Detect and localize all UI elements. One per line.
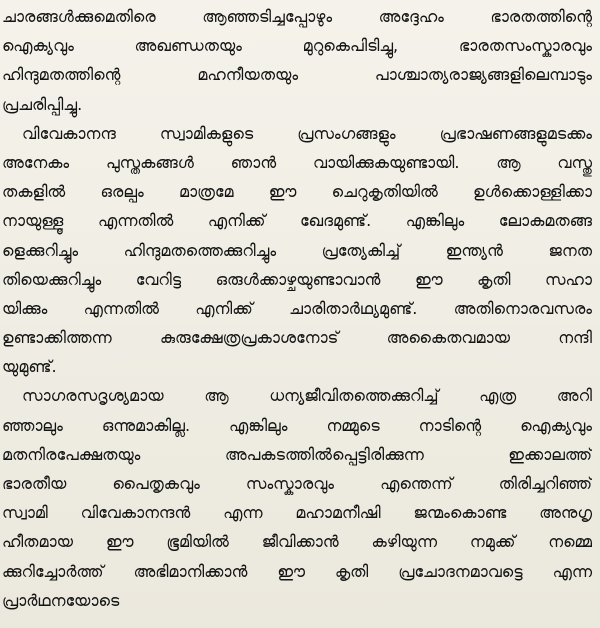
- text-line: പ്രാർഥനയോടെ: [2, 590, 120, 610]
- text-line: മതനിരപേക്ഷതയും അപകടത്തിൽപ്പെട്ടിരിക്കുന്ന ഇക്കാലത്ത്: [2, 444, 592, 464]
- text-line: ളെക്കുറിച്ചും ഹിന്ദുമതത്തെക്കുറിച്ചും പ്രത്യേകിച്ച് ഇന്ത്യൻ ജനത: [2, 240, 592, 260]
- text-line: സാഗരസദൃശ്യമായ ആ ധന്യജീവിതത്തെക്കുറിച്ച് എത്ര അറി: [22, 386, 592, 406]
- paragraph-3: [2, 381, 592, 615]
- text-line: യിക്കും എന്നതിൽ എനിക്ക് ചാരിതാർഥ്യമുണ്ട്. അതിനൊരവസരം: [2, 298, 592, 318]
- body-text: [2, 2, 592, 615]
- text-line: ചാരങ്ങൾക്കുമെതിരെ ആഞ്ഞടിച്ചപ്പോഴും അദ്ദേഹം ഭാരതത്തിന്റെ: [2, 7, 592, 26]
- text-line: ഞ്ഞാലും ഒന്നുമാകില്ല. എങ്കിലും നമ്മുടെ നാടിന്റെ ഐക്യവും: [2, 415, 592, 435]
- text-line: ഭാരതീയ പൈതൃകവും സംസ്കാരവും എന്തെന്ന് തിരിച്ചറിഞ്ഞ്: [2, 474, 592, 493]
- text-line: ഹിന്ദുമതത്തിന്റെ മഹനീയതയും പാശ്ചാത്യരാജ്യങ്ങളിലെമ്പാടും: [2, 65, 592, 85]
- text-line: യുമുണ്ട്.: [2, 357, 57, 377]
- text-line: അനേകം പുസ്തകങ്ങൾ ഞാൻ വായിക്കുകയുണ്ടായി. ആ വസ്തു: [2, 152, 592, 172]
- text-line: തിയെക്കുറിച്ചും വേറിട്ട ഒരുൾക്കാഴ്ചയുണ്ടാവാൻ ഈ കൃതി സഹാ: [2, 269, 592, 289]
- text-line: പ്രചരിപ്പിച്ചു.: [2, 94, 83, 114]
- text-line: ഐക്യവും അഖണ്ഡതയും മുറുകെപിടിച്ചു, ഭാരതസംസ്കാരവും: [2, 36, 592, 56]
- text-line: തകളിൽ ഒരല്പം മാത്രമേ ഈ ചെറുകൃതിയിൽ ഉൾക്കൊള്ളിക്കാ: [2, 182, 592, 202]
- paragraph-2: [2, 119, 592, 382]
- text-line: ക്കുറിച്ചോർത്ത് അഭിമാനിക്കാൻ ഈ കൃതി പ്രചോദനമാവട്ടെ എന്ന: [2, 561, 592, 581]
- paragraph-1: [2, 2, 592, 119]
- text-line: നായുള്ളൂ എന്നതിൽ എനിക്ക് ഖേദമുണ്ട്. എങ്കിലും ലോകമതങ്ങ: [2, 211, 592, 231]
- text-line: ഹീതമായ ഈ ഭൂമിയിൽ ജീവിക്കാൻ കഴിയുന്ന നമുക്ക് നമ്മെ: [2, 532, 592, 552]
- text-line: സ്വാമി വിവേകാനന്ദൻ എന്ന മഹാമനീഷി ജന്മംകൊണ്ട അനുഗൃ: [2, 503, 592, 523]
- text-line: വിവേകാനന്ദ സ്വാമികളുടെ പ്രസംഗങ്ങളും പ്രഭാഷണങ്ങളുമടക്കം: [22, 123, 592, 143]
- text-line: ഉണ്ടാക്കിത്തന്ന കുരുക്ഷേത്രപ്രകാശനോട് അകൈതവമായ നന്ദി: [2, 328, 592, 348]
